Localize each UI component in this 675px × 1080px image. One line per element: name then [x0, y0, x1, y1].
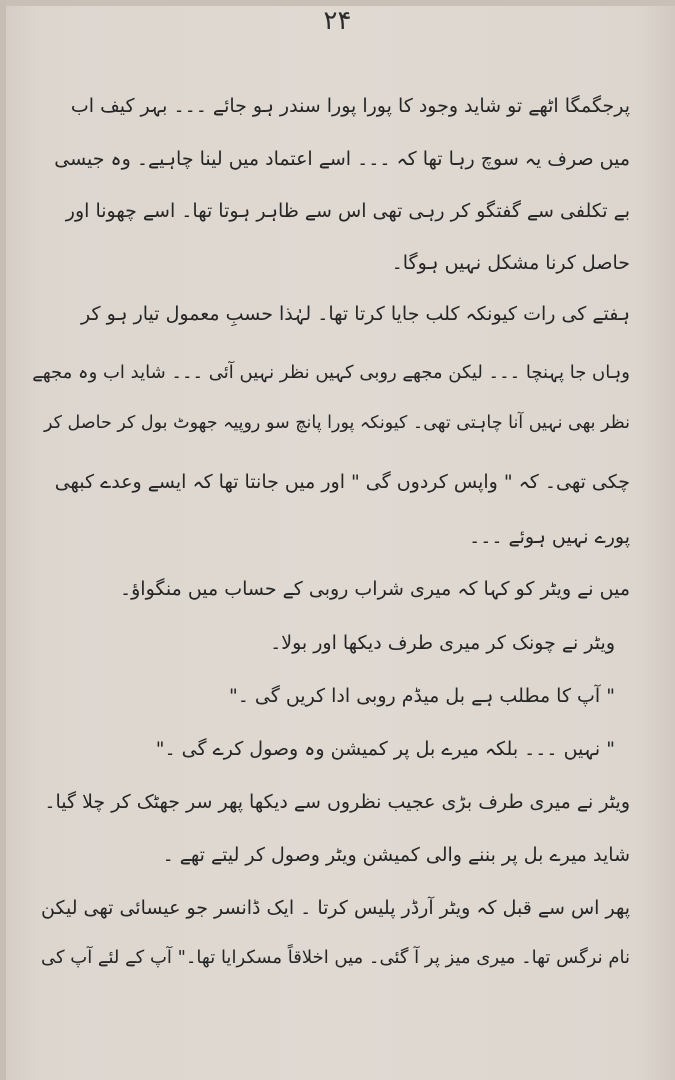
page-left-edge [0, 0, 6, 1080]
text-line-4: حاصل کرنا مشکل نہیں ہوگا۔ [391, 252, 630, 274]
text-line-10: میں نے ویٹر کو کہا کہ میری شراب روبی کے حساب میں منگواؤ۔ [120, 578, 630, 600]
text-line-2: میں صرف یہ سوچ رہا تھا کہ ۔۔۔ اسے اعتماد میں لینا چاہیے۔ وہ جیسی [54, 148, 630, 170]
text-line-15: شاید میرے بل پر بننے والی کمیشن ویٹر وصول کر لیتے تھے ۔ [162, 844, 630, 866]
text-line-14: ویٹر نے میری طرف بڑی عجیب نظروں سے دیکھا پھر سر جھٹک کر چلا گیا۔ [44, 791, 630, 813]
text-line-1: پرجگمگا اٹھے تو شاید وجود کا پورا پورا سندر ہو جائے ۔۔۔ بہر کیف اب [70, 95, 630, 117]
text-line-3: بے تکلفی سے گفتگو کر رہی تھی اس سے ظاہر ہوتا تھا۔ اسے چھونا اور [65, 200, 630, 222]
text-line-11: ویٹر نے چونک کر میری طرف دیکھا اور بولا۔ [270, 632, 615, 654]
text-line-7: نظر بھی نہیں آنا چاہتی تھی۔ کیونکہ پورا پانچ سو روپیہ جھوٹ بول کر حاصل کر [44, 413, 630, 433]
text-line-5: ہفتے کی رات کیونکہ کلب جایا کرتا تھا۔ لہٰذا حسبِ معمول تیار ہو کر [81, 303, 630, 325]
text-line-13: " نہیں ۔۔۔ بلکہ میرے بل پر کمیشن وہ وصول کرے گی ۔" [155, 738, 615, 760]
text-line-8: چکی تھی۔ کہ " واپس کردوں گی " اور میں جانتا تھا کہ ایسے وعدے کبھی [54, 471, 630, 493]
text-line-9: پورے نہیں ہوئے ۔۔۔ [469, 526, 630, 548]
text-line-12: " آپ کا مطلب ہے بل میڈم روبی ادا کریں گی ۔" [228, 685, 615, 707]
text-line-16: پھر اس سے قبل کہ ویٹر آرڈر پلیس کرتا ۔ ایک ڈانسر جو عیسائی تھی لیکن [41, 897, 630, 919]
text-line-6: وہاں جا پہنچا ۔۔۔ لیکن مجھے روبی کہیں نظر نہیں آئی ۔۔۔ شاید اب وہ مجھے [32, 362, 630, 383]
text-line-17: نام نرگس تھا۔ میری میز پر آ گئی۔ میں اخلاقاً مسکرایا تھا۔" آپ کے لئے آپ کی [40, 947, 630, 968]
page-number: ۲۴ [323, 6, 352, 36]
